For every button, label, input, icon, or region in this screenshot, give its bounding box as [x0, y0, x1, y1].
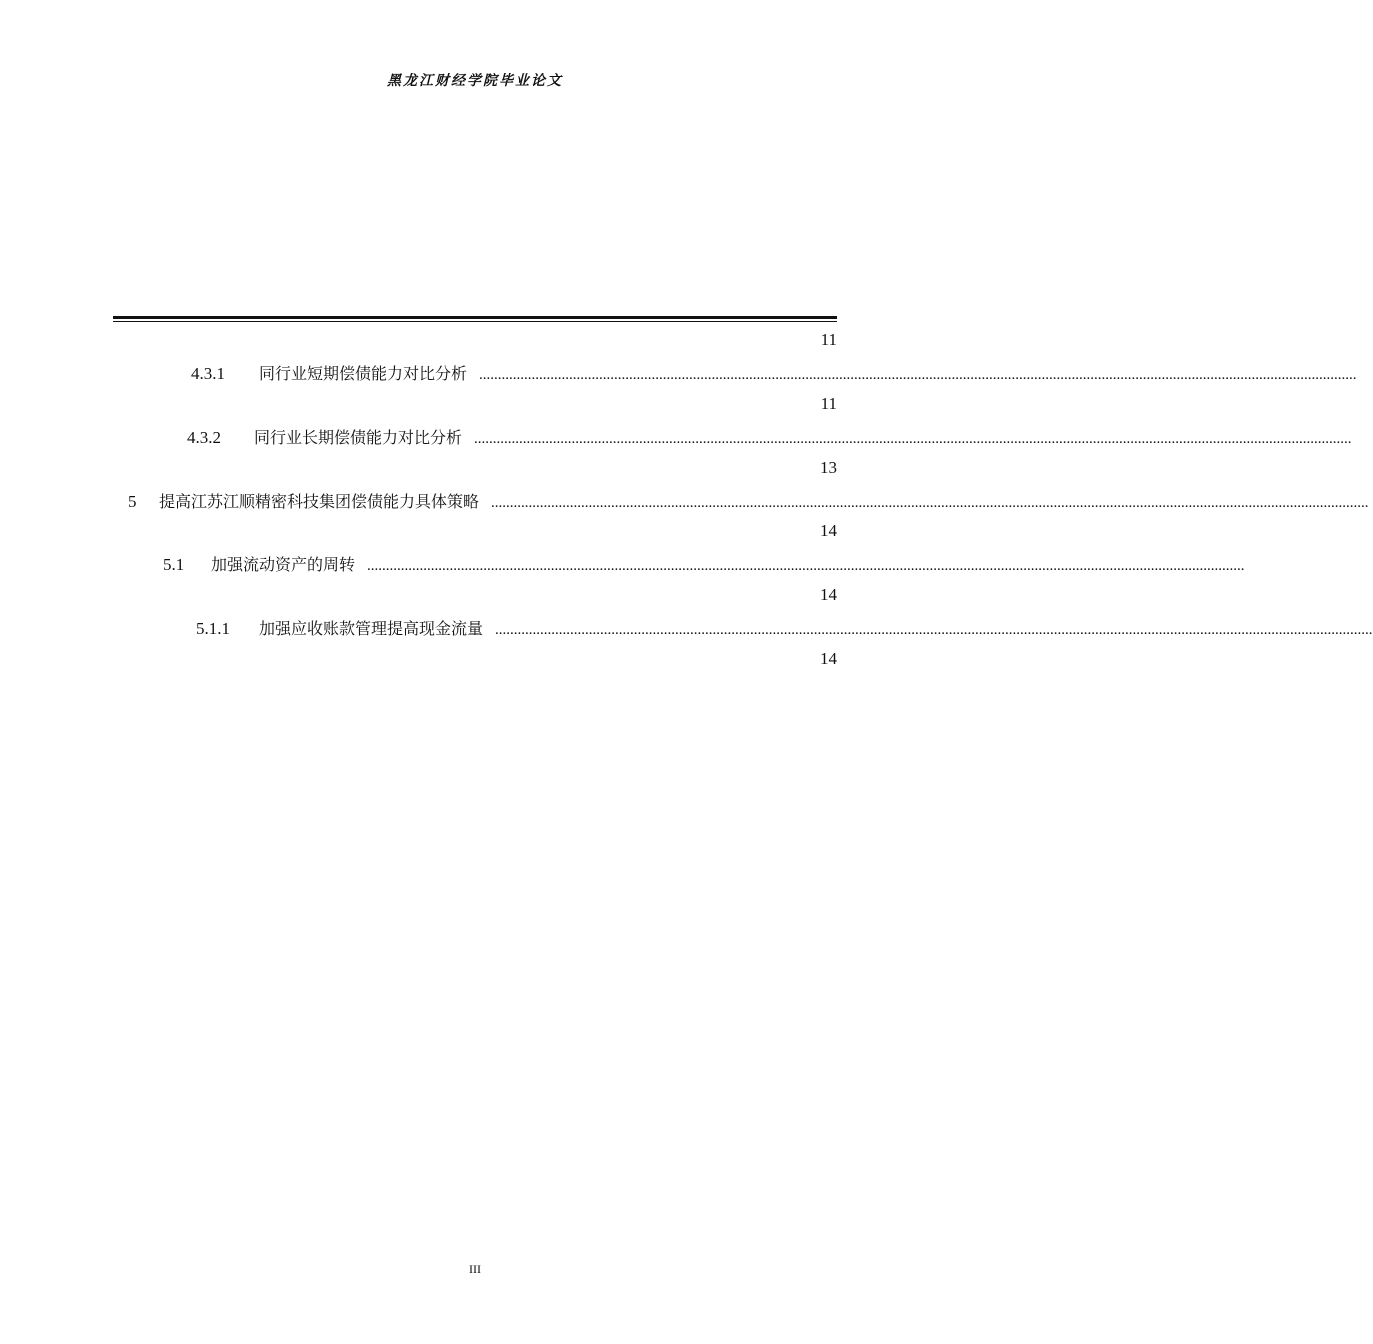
toc-entry-number: 5.1	[163, 555, 185, 574]
toc-entry-title: 加强流动资产的周转	[211, 555, 356, 574]
toc-entry-title: 同行业长期偿债能力对比分析	[254, 428, 463, 447]
toc-entry-title: 提高江苏江顺精密科技集团偿债能力具体策略	[159, 492, 480, 511]
toc-page-number: 11	[820, 330, 837, 349]
toc-dot-leader: ..........................................................................................................................................................................................................................................	[491, 495, 1369, 511]
toc-dot-leader: ..........................................................................................................................................................................................................................................	[495, 622, 1373, 638]
toc-entry-number: 4.3.1	[191, 364, 225, 383]
toc-entry-number: 5	[128, 492, 137, 511]
toc-entry-number: 4.3.2	[187, 428, 221, 447]
toc-dot-leader: ..........................................................................................................................................................................................................................................	[479, 367, 1357, 383]
header-rule-thin	[113, 321, 837, 322]
toc-page-number: 14	[820, 585, 837, 604]
toc-entry-number: 5.1.1	[196, 619, 230, 638]
toc-entry-title: 同行业短期偿债能力对比分析	[259, 364, 468, 383]
toc-page-number: 14	[820, 521, 837, 540]
toc-page-number: 11	[820, 394, 837, 413]
toc-entry-title: 加强应收账款管理提高现金流量	[259, 619, 484, 638]
footer-page-number: III	[469, 1262, 481, 1276]
toc-entry-4-3-1[interactable]	[191, 362, 1357, 384]
toc-entry-4-3-2[interactable]	[187, 426, 1352, 448]
toc-entry-5[interactable]	[128, 490, 1369, 512]
toc-dot-leader: ..........................................................................................................................................................................................................................................	[474, 431, 1352, 447]
toc-entry-5-1-1[interactable]	[196, 617, 1373, 639]
toc-page-number: 13	[820, 458, 837, 477]
toc-dot-leader: ..........................................................................................................................................................................................................................................	[367, 558, 1245, 574]
running-header: 黑龙江财经学院毕业论文	[387, 74, 563, 89]
toc-entry-5-1[interactable]	[163, 553, 1245, 575]
toc-page-number: 14	[820, 649, 837, 668]
header-rule-thick	[113, 316, 837, 319]
